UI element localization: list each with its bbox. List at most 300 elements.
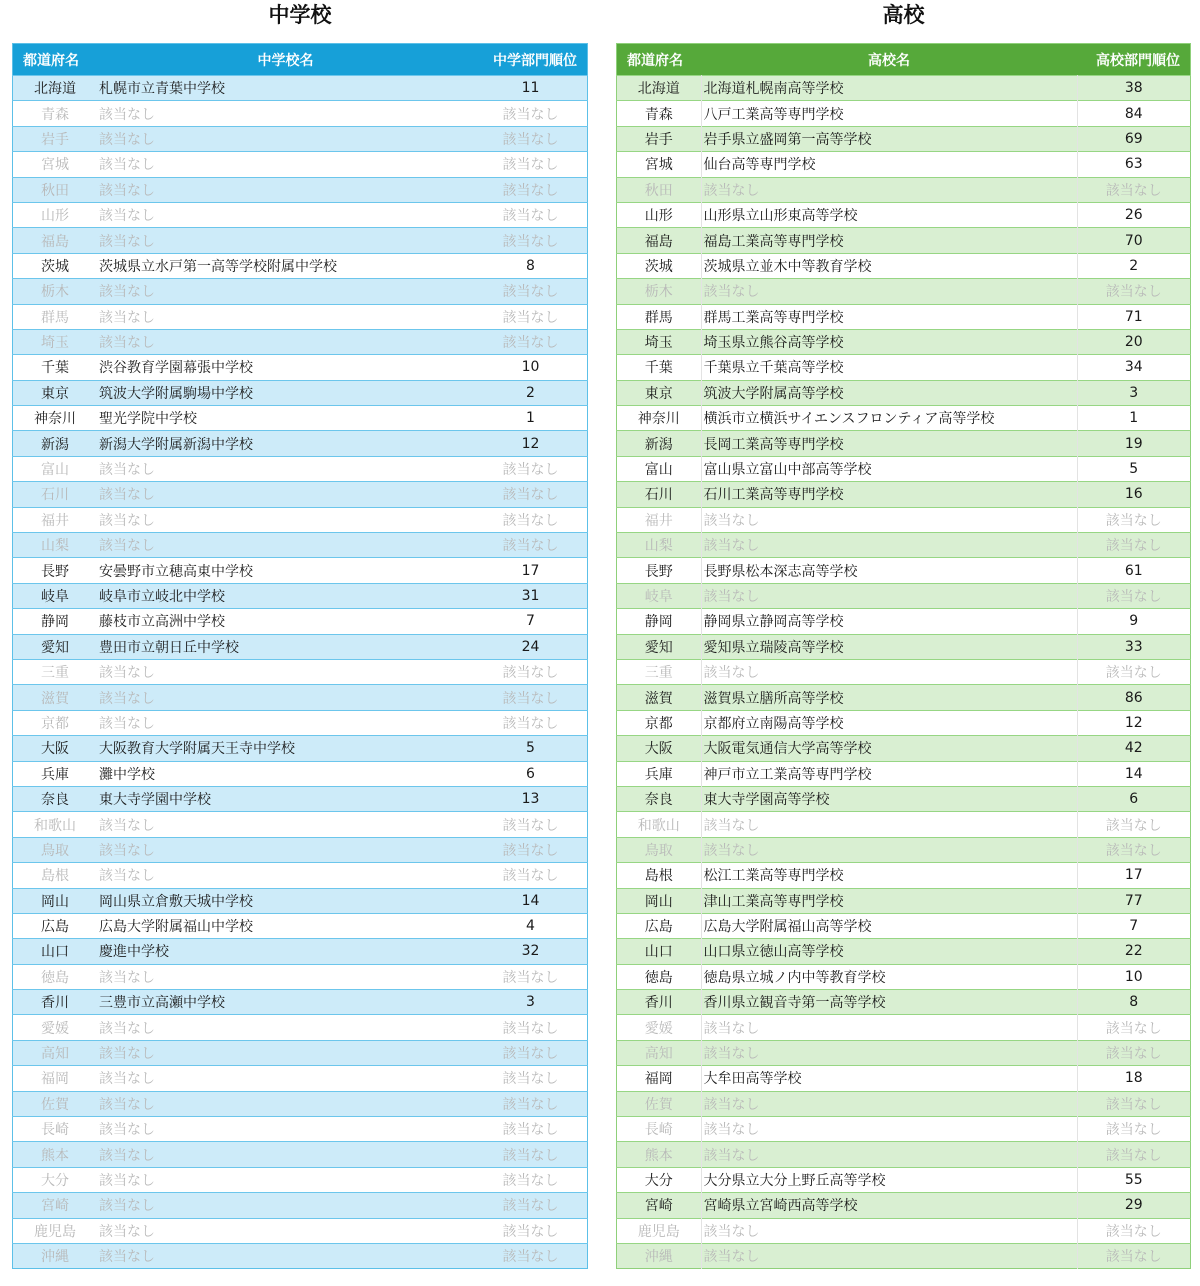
table-row (617, 279, 1191, 304)
school-name-cell: 宮崎県立宮崎西高等学校 (701, 1193, 1077, 1218)
school-name-cell: 該当なし (97, 837, 474, 862)
school-name-cell: 該当なし (97, 1066, 474, 1091)
school-name-cell: 該当なし (701, 1091, 1077, 1116)
prefecture-cell: 徳島 (13, 964, 98, 989)
table-row (13, 456, 588, 481)
table-row (617, 253, 1191, 278)
school-name-cell: 豊田市立朝日丘中学校 (97, 634, 474, 659)
school-name-cell: 埼玉県立熊谷高等学校 (701, 329, 1077, 354)
prefecture-cell: 滋賀 (617, 685, 702, 710)
middle-school-title: 中学校 (268, 3, 332, 27)
rank-cell: 55 (1077, 1167, 1191, 1192)
rank-cell: 該当なし (1077, 177, 1191, 202)
table-row (617, 329, 1191, 354)
rank-cell: 8 (1077, 990, 1191, 1015)
table-row (13, 913, 588, 938)
table-row (13, 177, 588, 202)
rank-cell: 5 (474, 736, 588, 761)
prefecture-cell: 秋田 (617, 177, 702, 202)
table-row (13, 1066, 588, 1091)
school-name-cell: 茨城県立並木中等教育学校 (701, 253, 1077, 278)
prefecture-cell: 神奈川 (617, 406, 702, 431)
table-row (617, 913, 1191, 938)
school-name-cell: 群馬工業高等専門学校 (701, 304, 1077, 329)
prefecture-cell: 山形 (617, 202, 702, 227)
table-row (617, 812, 1191, 837)
school-name-cell: 香川県立観音寺第一高等学校 (701, 990, 1077, 1015)
rank-cell: 該当なし (474, 1066, 588, 1091)
table-row (617, 939, 1191, 964)
school-name-cell: 京都府立南陽高等学校 (701, 710, 1077, 735)
school-name-cell: 該当なし (97, 685, 474, 710)
school-name-cell: 該当なし (701, 583, 1077, 608)
prefecture-cell: 山口 (617, 939, 702, 964)
rank-cell: 該当なし (474, 710, 588, 735)
prefecture-cell: 栃木 (617, 279, 702, 304)
school-name-cell: 該当なし (701, 279, 1077, 304)
table-row (617, 1040, 1191, 1065)
school-name-cell: 岐阜市立岐北中学校 (97, 583, 474, 608)
school-name-cell: 長野県松本深志高等学校 (701, 558, 1077, 583)
rank-cell: 9 (1077, 609, 1191, 634)
school-name-cell: 静岡県立静岡高等学校 (701, 609, 1077, 634)
prefecture-cell: 山梨 (617, 533, 702, 558)
school-name-cell: 該当なし (97, 177, 474, 202)
table-header-row (13, 44, 588, 76)
rank-cell: 84 (1077, 101, 1191, 126)
prefecture-cell: 青森 (13, 101, 98, 126)
prefecture-cell: 宮城 (617, 152, 702, 177)
rank-cell: 該当なし (474, 482, 588, 507)
rank-cell: 該当なし (1077, 507, 1191, 532)
prefecture-cell: 静岡 (617, 609, 702, 634)
table-row (13, 431, 588, 456)
rank-cell: 該当なし (1077, 1040, 1191, 1065)
school-name-cell: 茨城県立水戸第一高等学校附属中学校 (97, 253, 474, 278)
school-name-cell: 東大寺学園中学校 (97, 786, 474, 811)
rank-cell: 該当なし (474, 152, 588, 177)
school-name-cell: 該当なし (97, 659, 474, 684)
rank-cell: 該当なし (474, 685, 588, 710)
rank-cell: 該当なし (1077, 583, 1191, 608)
rank-cell: 70 (1077, 228, 1191, 253)
prefecture-cell: 徳島 (617, 964, 702, 989)
rank-cell: 7 (1077, 913, 1191, 938)
prefecture-cell: 山梨 (13, 533, 98, 558)
rank-cell: 該当なし (474, 837, 588, 862)
school-name-cell: 該当なし (97, 329, 474, 354)
prefecture-cell: 北海道 (617, 76, 702, 101)
table-row (13, 329, 588, 354)
school-name-cell: 該当なし (701, 1117, 1077, 1142)
prefecture-cell: 宮崎 (617, 1193, 702, 1218)
prefecture-cell: 愛媛 (617, 1015, 702, 1040)
table-row (617, 456, 1191, 481)
rank-cell: 該当なし (474, 1167, 588, 1192)
table-row (13, 837, 588, 862)
school-name-cell: 該当なし (701, 1243, 1077, 1268)
school-name-cell: 該当なし (97, 863, 474, 888)
prefecture-cell: 滋賀 (13, 685, 98, 710)
school-name-cell: 滋賀県立膳所高等学校 (701, 685, 1077, 710)
rank-cell: 該当なし (1077, 1015, 1191, 1040)
rank-cell: 20 (1077, 329, 1191, 354)
header-school-name: 中学校名 (97, 44, 474, 76)
prefecture-cell: 長野 (617, 558, 702, 583)
rank-cell: 該当なし (474, 1091, 588, 1116)
rank-cell: 該当なし (474, 964, 588, 989)
table-row (13, 863, 588, 888)
rank-cell: 8 (474, 253, 588, 278)
school-name-cell: 広島大学附属福山中学校 (97, 913, 474, 938)
table-row (617, 1243, 1191, 1268)
rank-cell: 29 (1077, 1193, 1191, 1218)
prefecture-cell: 奈良 (13, 786, 98, 811)
school-name-cell: 大阪電気通信大学高等学校 (701, 736, 1077, 761)
school-name-cell: 山形県立山形東高等学校 (701, 202, 1077, 227)
middle-school-rows (13, 76, 588, 1269)
prefecture-cell: 岐阜 (13, 583, 98, 608)
prefecture-cell: 広島 (617, 913, 702, 938)
prefecture-cell: 鳥取 (13, 837, 98, 862)
table-row (13, 1167, 588, 1192)
table-row (13, 533, 588, 558)
rank-cell: 10 (1077, 964, 1191, 989)
rank-cell: 13 (474, 786, 588, 811)
school-name-cell: 該当なし (701, 533, 1077, 558)
rank-cell: 該当なし (474, 1218, 588, 1243)
school-name-cell: 千葉県立千葉高等学校 (701, 355, 1077, 380)
table-row (617, 837, 1191, 862)
rank-cell: 12 (1077, 710, 1191, 735)
table-row (617, 609, 1191, 634)
school-name-cell: 藤枝市立高洲中学校 (97, 609, 474, 634)
school-name-cell: 東大寺学園高等学校 (701, 786, 1077, 811)
rank-cell: 該当なし (474, 1015, 588, 1040)
school-name-cell: 該当なし (701, 1040, 1077, 1065)
table-row (13, 152, 588, 177)
table-row (617, 583, 1191, 608)
school-name-cell: 大阪教育大学附属天王寺中学校 (97, 736, 474, 761)
table-row (617, 101, 1191, 126)
table-row (617, 304, 1191, 329)
school-name-cell: 該当なし (97, 482, 474, 507)
rank-cell: 該当なし (474, 329, 588, 354)
school-name-cell: 該当なし (701, 812, 1077, 837)
table-row (617, 761, 1191, 786)
rank-cell: 該当なし (474, 1243, 588, 1268)
rank-cell: 該当なし (1077, 812, 1191, 837)
rank-cell: 該当なし (474, 507, 588, 532)
prefecture-cell: 香川 (617, 990, 702, 1015)
table-row (617, 1015, 1191, 1040)
prefecture-cell: 福岡 (13, 1066, 98, 1091)
rank-cell: 該当なし (1077, 279, 1191, 304)
table-row (13, 1091, 588, 1116)
table-row (13, 1015, 588, 1040)
table-row (13, 888, 588, 913)
rank-cell: 3 (474, 990, 588, 1015)
school-name-cell: 長岡工業高等専門学校 (701, 431, 1077, 456)
prefecture-cell: 岡山 (13, 888, 98, 913)
rank-cell: 該当なし (1077, 837, 1191, 862)
table-row (13, 1243, 588, 1268)
prefecture-cell: 広島 (13, 913, 98, 938)
prefecture-cell: 富山 (13, 456, 98, 481)
school-name-cell: 北海道札幌南高等学校 (701, 76, 1077, 101)
table-row (13, 101, 588, 126)
school-name-cell: 筑波大学附属駒場中学校 (97, 380, 474, 405)
rank-cell: 71 (1077, 304, 1191, 329)
prefecture-cell: 静岡 (13, 609, 98, 634)
prefecture-cell: 三重 (13, 659, 98, 684)
prefecture-cell: 長崎 (13, 1117, 98, 1142)
rank-cell: 該当なし (474, 1142, 588, 1167)
rank-cell: 86 (1077, 685, 1191, 710)
prefecture-cell: 山口 (13, 939, 98, 964)
school-name-cell: 神戸市立工業高等専門学校 (701, 761, 1077, 786)
rank-cell: 69 (1077, 126, 1191, 151)
table-row (13, 609, 588, 634)
rank-cell: 22 (1077, 939, 1191, 964)
school-name-cell: 該当なし (97, 101, 474, 126)
table-row (617, 1193, 1191, 1218)
prefecture-cell: 愛媛 (13, 1015, 98, 1040)
rank-cell: 34 (1077, 355, 1191, 380)
prefecture-cell: 北海道 (13, 76, 98, 101)
table-row (13, 939, 588, 964)
school-name-cell: 該当なし (97, 1142, 474, 1167)
rank-cell: 18 (1077, 1066, 1191, 1091)
rank-cell: 該当なし (1077, 659, 1191, 684)
table-row (13, 685, 588, 710)
rank-cell: 該当なし (474, 533, 588, 558)
school-name-cell: 該当なし (97, 1218, 474, 1243)
table-row (617, 507, 1191, 532)
middle-school-table (12, 43, 588, 1269)
table-row (617, 406, 1191, 431)
prefecture-cell: 新潟 (13, 431, 98, 456)
rank-cell: 該当なし (474, 202, 588, 227)
prefecture-cell: 福岡 (617, 1066, 702, 1091)
table-row (617, 1167, 1191, 1192)
rank-cell: 該当なし (474, 279, 588, 304)
table-row (13, 761, 588, 786)
prefecture-cell: 兵庫 (13, 761, 98, 786)
prefecture-cell: 石川 (617, 482, 702, 507)
prefecture-cell: 沖縄 (617, 1243, 702, 1268)
prefecture-cell: 京都 (13, 710, 98, 735)
school-name-cell: 該当なし (97, 710, 474, 735)
prefecture-cell: 島根 (13, 863, 98, 888)
school-name-cell: 大分県立大分上野丘高等学校 (701, 1167, 1077, 1192)
prefecture-cell: 千葉 (617, 355, 702, 380)
prefecture-cell: 和歌山 (617, 812, 702, 837)
table-row (13, 304, 588, 329)
prefecture-cell: 茨城 (617, 253, 702, 278)
table-row (13, 1193, 588, 1218)
header-rank: 中学部門順位 (474, 44, 588, 76)
school-name-cell: 該当なし (97, 507, 474, 532)
rank-cell: 該当なし (1077, 1243, 1191, 1268)
school-name-cell: 広島大学附属福山高等学校 (701, 913, 1077, 938)
rank-cell: 該当なし (474, 228, 588, 253)
school-name-cell: 富山県立富山中部高等学校 (701, 456, 1077, 481)
rank-cell: 該当なし (474, 126, 588, 151)
table-row (13, 1218, 588, 1243)
high-school-table (616, 43, 1191, 1269)
table-row (617, 152, 1191, 177)
school-name-cell: 該当なし (701, 659, 1077, 684)
prefecture-cell: 岡山 (617, 888, 702, 913)
school-name-cell: 福島工業高等専門学校 (701, 228, 1077, 253)
school-name-cell: 該当なし (701, 1142, 1077, 1167)
prefecture-cell: 山形 (13, 202, 98, 227)
table-row (617, 863, 1191, 888)
school-name-cell: 該当なし (97, 126, 474, 151)
table-row (617, 355, 1191, 380)
school-name-cell: 該当なし (701, 1015, 1077, 1040)
rank-cell: 該当なし (474, 812, 588, 837)
school-name-cell: 該当なし (97, 228, 474, 253)
rank-cell: 該当なし (474, 177, 588, 202)
rank-cell: 14 (1077, 761, 1191, 786)
rank-cell: 1 (1077, 406, 1191, 431)
header-prefecture: 都道府名 (617, 44, 702, 76)
school-name-cell: 該当なし (97, 1117, 474, 1142)
table-row (617, 482, 1191, 507)
rank-cell: 該当なし (1077, 1091, 1191, 1116)
school-name-cell: 灘中学校 (97, 761, 474, 786)
prefecture-cell: 長野 (13, 558, 98, 583)
table-row (13, 786, 588, 811)
prefecture-cell: 福島 (617, 228, 702, 253)
rank-cell: 該当なし (1077, 1142, 1191, 1167)
table-row (13, 76, 588, 101)
rank-cell: 該当なし (1077, 1117, 1191, 1142)
prefecture-cell: 奈良 (617, 786, 702, 811)
rank-cell: 11 (474, 76, 588, 101)
rank-cell: 12 (474, 431, 588, 456)
table-row (617, 1218, 1191, 1243)
table-row (13, 990, 588, 1015)
prefecture-cell: 大分 (13, 1167, 98, 1192)
rank-cell: 61 (1077, 558, 1191, 583)
table-row (13, 202, 588, 227)
prefecture-cell: 和歌山 (13, 812, 98, 837)
rank-cell: 該当なし (474, 456, 588, 481)
rank-cell: 32 (474, 939, 588, 964)
rank-cell: 該当なし (1077, 1218, 1191, 1243)
prefecture-cell: 埼玉 (13, 329, 98, 354)
rank-cell: 38 (1077, 76, 1191, 101)
prefecture-cell: 宮城 (13, 152, 98, 177)
rank-cell: 4 (474, 913, 588, 938)
table-row (617, 1091, 1191, 1116)
prefecture-cell: 東京 (617, 380, 702, 405)
rank-cell: 63 (1077, 152, 1191, 177)
rank-cell: 24 (474, 634, 588, 659)
prefecture-cell: 高知 (13, 1040, 98, 1065)
rank-cell: 1 (474, 406, 588, 431)
prefecture-cell: 群馬 (13, 304, 98, 329)
prefecture-cell: 京都 (617, 710, 702, 735)
prefecture-cell: 島根 (617, 863, 702, 888)
school-name-cell: 石川工業高等専門学校 (701, 482, 1077, 507)
school-name-cell: 該当なし (97, 456, 474, 481)
rank-cell: 26 (1077, 202, 1191, 227)
school-name-cell: 渋谷教育学園幕張中学校 (97, 355, 474, 380)
table-row (617, 659, 1191, 684)
table-row (13, 355, 588, 380)
rank-cell: 19 (1077, 431, 1191, 456)
table-row (13, 659, 588, 684)
school-name-cell: 該当なし (97, 1193, 474, 1218)
rank-cell: 該当なし (1077, 533, 1191, 558)
prefecture-cell: 鹿児島 (617, 1218, 702, 1243)
school-name-cell: 八戸工業高等専門学校 (701, 101, 1077, 126)
prefecture-cell: 岩手 (617, 126, 702, 151)
rank-cell: 17 (474, 558, 588, 583)
rank-cell: 77 (1077, 888, 1191, 913)
rank-cell: 該当なし (474, 1117, 588, 1142)
prefecture-cell: 青森 (617, 101, 702, 126)
prefecture-cell: 佐賀 (13, 1091, 98, 1116)
school-name-cell: 該当なし (97, 279, 474, 304)
prefecture-cell: 茨城 (13, 253, 98, 278)
school-name-cell: 該当なし (97, 812, 474, 837)
school-name-cell: 該当なし (701, 177, 1077, 202)
table-row (617, 685, 1191, 710)
table-row (13, 507, 588, 532)
prefecture-cell: 長崎 (617, 1117, 702, 1142)
prefecture-cell: 愛知 (617, 634, 702, 659)
rank-cell: 7 (474, 609, 588, 634)
table-row (13, 228, 588, 253)
prefecture-cell: 神奈川 (13, 406, 98, 431)
prefecture-cell: 宮崎 (13, 1193, 98, 1218)
prefecture-cell: 群馬 (617, 304, 702, 329)
header-rank: 高校部門順位 (1077, 44, 1191, 76)
rank-cell: 6 (1077, 786, 1191, 811)
table-row (13, 1117, 588, 1142)
table-row (13, 380, 588, 405)
school-name-cell: 仙台高等専門学校 (701, 152, 1077, 177)
school-name-cell: 該当なし (701, 1218, 1077, 1243)
table-row (617, 634, 1191, 659)
header-school-name: 高校名 (701, 44, 1077, 76)
prefecture-cell: 栃木 (13, 279, 98, 304)
table-row (13, 482, 588, 507)
rank-cell: 17 (1077, 863, 1191, 888)
school-name-cell: 該当なし (97, 202, 474, 227)
school-name-cell: 横浜市立横浜サイエンスフロンティア高等学校 (701, 406, 1077, 431)
school-name-cell: 三豊市立高瀬中学校 (97, 990, 474, 1015)
school-name-cell: 岩手県立盛岡第一高等学校 (701, 126, 1077, 151)
prefecture-cell: 兵庫 (617, 761, 702, 786)
table-row (13, 1142, 588, 1167)
rank-cell: 3 (1077, 380, 1191, 405)
rank-cell: 該当なし (474, 863, 588, 888)
table-row (617, 888, 1191, 913)
table-row (617, 431, 1191, 456)
school-name-cell: 該当なし (97, 304, 474, 329)
table-row (13, 710, 588, 735)
rank-cell: 該当なし (474, 304, 588, 329)
prefecture-cell: 東京 (13, 380, 98, 405)
school-name-cell: 津山工業高等専門学校 (701, 888, 1077, 913)
school-name-cell: 新潟大学附属新潟中学校 (97, 431, 474, 456)
